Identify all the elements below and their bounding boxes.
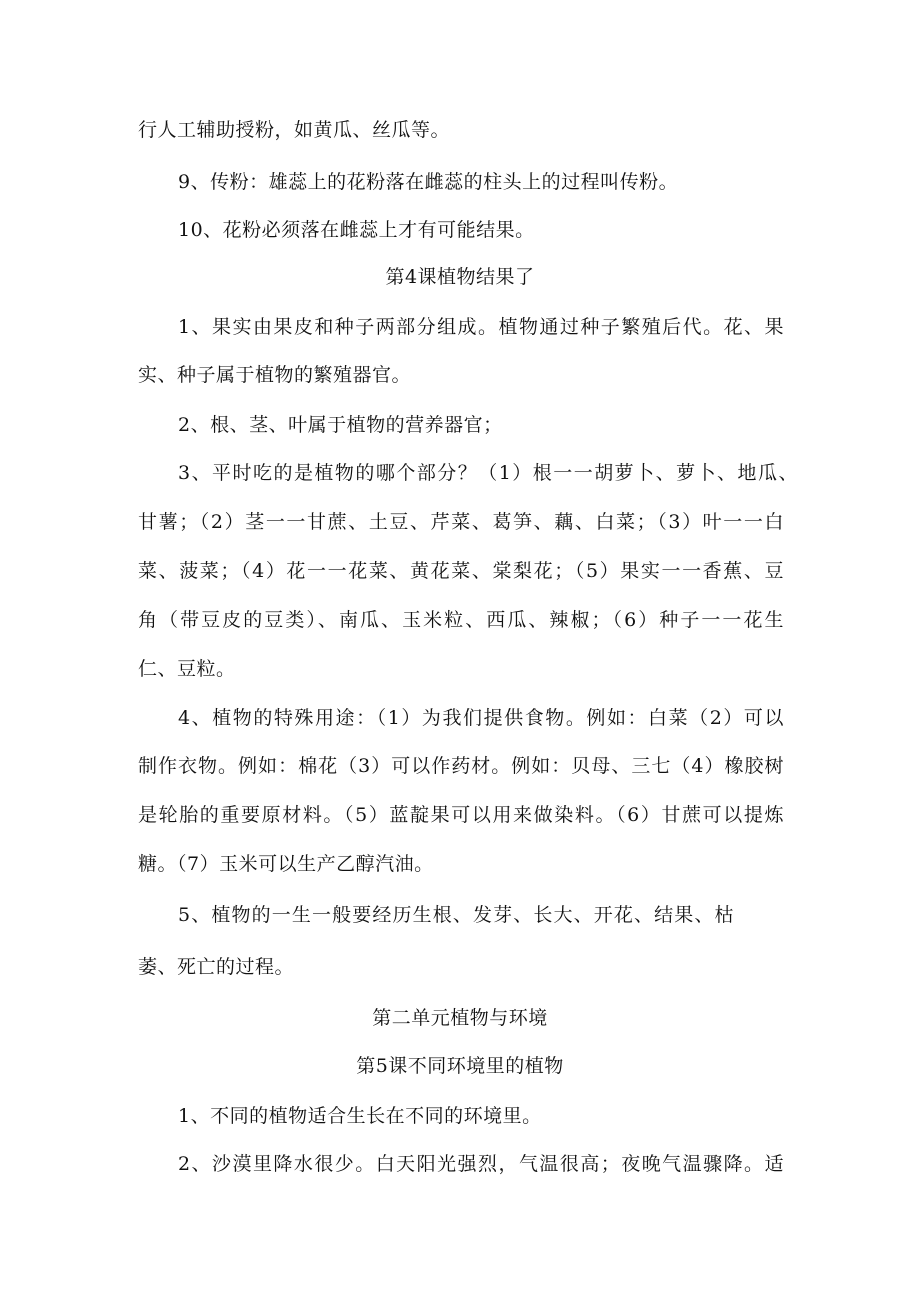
paragraph-line: 9、传粉：雄蕊上的花粉落在雌蕊的柱头上的过程叫传粉。 — [178, 171, 679, 193]
lesson-heading: 第4课植物结果了 — [385, 266, 535, 288]
paragraph-line: 2、沙漠里降水很少。白天阳光强烈，气温很高；夜晚气温骤降。适 — [178, 1153, 784, 1175]
paragraph-line: 糖。（7）玉米可以生产乙醇汽油。 — [138, 853, 434, 875]
paragraph-line: 行人工辅助授粉，如黄瓜、丝瓜等。 — [138, 119, 451, 141]
paragraph-line: 1、不同的植物适合生长在不同的环境里。 — [178, 1105, 542, 1127]
paragraph-line: 仁、豆粒。 — [138, 658, 236, 680]
paragraph-line: 菜、菠菜；（4）花一一花菜、黄花菜、棠梨花；（5）果实一一香蕉、豆 — [138, 560, 784, 582]
unit-heading: 第二单元植物与环境 — [372, 1007, 548, 1029]
paragraph-line: 是轮胎的重要原材料。（5）蓝靛果可以用来做染料。（6）甘蔗可以提炼 — [138, 804, 784, 826]
paragraph-line: 角（带豆皮的豆类）、南瓜、玉米粒、西瓜、辣椒；（6）种子一一花生 — [138, 609, 784, 631]
paragraph-line: 4、植物的特殊用途：（1）为我们提供食物。例如：白菜（2）可以 — [178, 707, 784, 729]
paragraph-line: 萎、死亡的过程。 — [138, 956, 295, 978]
paragraph-line: 3、平时吃的是植物的哪个部分？（1）根一一胡萝卜、萝卜、地瓜、 — [178, 462, 798, 484]
lesson-heading: 第5课不同环境里的植物 — [356, 1055, 564, 1077]
paragraph-line: 甘薯；（2）茎一一甘蔗、土豆、芹菜、葛笋、藕、白菜；（3）叶一一白 — [138, 511, 784, 533]
paragraph-line: 2、根、茎、叶属于植物的营养器官； — [178, 414, 503, 436]
paragraph-line: 10、花粉必须落在雌蕊上才有可能结果。 — [178, 219, 535, 241]
paragraph-line: 制作衣物。例如：棉花（3）可以作药材。例如：贝母、三七（4）橡胶树 — [138, 755, 784, 777]
paragraph-line: 1、果实由果皮和种子两部分组成。植物通过种子繁殖后代。花、果 — [178, 316, 784, 338]
paragraph-line: 5、植物的一生一般要经历生根、发芽、长大、开花、结果、枯 — [178, 904, 734, 926]
paragraph-line: 实、种子属于植物的繁殖器官。 — [138, 364, 412, 386]
